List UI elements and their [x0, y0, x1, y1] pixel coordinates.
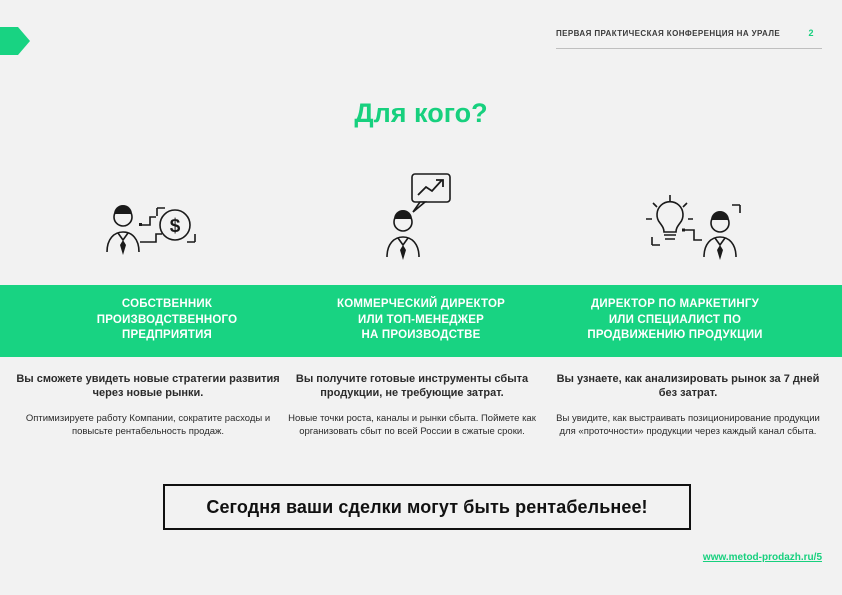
- callout-text: Сегодня ваши сделки могут быть рентабельнее!: [206, 496, 648, 517]
- header-conference-title: ПЕРВАЯ ПРАКТИЧЕСКАЯ КОНФЕРЕНЦИЯ НА УРАЛЕ: [556, 29, 781, 38]
- green-band: [0, 285, 842, 357]
- body-column-commercial-director: [272, 372, 552, 438]
- footer-url-link[interactable]: www.metod-prodazh.ru/5: [702, 552, 822, 563]
- page-number: 2: [808, 28, 814, 38]
- icon-cell-commercial-director: [281, 160, 561, 275]
- band-line: ПРЕДПРИЯТИЯ: [121, 329, 213, 341]
- businessman-with-growth-chart-icon: [376, 170, 466, 275]
- body-subtext: Вы увидите, как выстраивать позиционирование продукции для «проточности» продукции через каждый канал сбыта.: [556, 413, 820, 437]
- green-arrow-tab: [0, 27, 30, 55]
- body-column-owner: [8, 372, 288, 438]
- page-title: Для кого?: [354, 98, 488, 128]
- band-line: ДИРЕКТОР ПО МАРКЕТИНГУ: [591, 298, 759, 310]
- band-line: ПРОИЗВОДСТВЕННОГО: [96, 313, 238, 326]
- band-label-commercial-director: [286, 297, 556, 344]
- band-line: КОММЕРЧЕСКИЙ ДИРЕКТОР: [337, 298, 505, 310]
- band-line: ПРОДВИЖЕНИЮ ПРОДУКЦИИ: [587, 329, 763, 341]
- body-heading: Вы узнаете, как анализировать рынок за 7 дней без затрат.: [556, 373, 820, 399]
- band-line: НА ПРОИЗВОДСТВЕ: [361, 329, 481, 341]
- callout-box: [163, 484, 691, 530]
- businessman-with-money-icon: [99, 190, 209, 275]
- icons-row: [0, 160, 842, 275]
- band-line: ИЛИ СПЕЦИАЛИСТ ПО: [608, 313, 742, 326]
- icon-cell-owner: [14, 160, 294, 275]
- body-heading: Вы сможете увидеть новые стратегии развития через новые рынки.: [16, 373, 280, 399]
- band-label-marketing-director: [540, 297, 810, 344]
- body-subtext: Оптимизируете работу Компании, сократите расходы и повысьте рентабельность продаж.: [25, 413, 271, 437]
- band-line: СОБСТВЕННИК: [121, 298, 213, 310]
- body-subtext: Новые точки роста, каналы и рынки сбыта. Поймете как организовать сбыт по всей России в сжатые сроки.: [288, 413, 536, 437]
- band-line: ИЛИ ТОП-МЕНЕДЖЕР: [358, 313, 484, 326]
- header-divider: [556, 48, 822, 49]
- body-heading: Вы получите готовые инструменты сбыта продукции, не требующие затрат.: [295, 373, 529, 399]
- svg-text:$: $: [169, 216, 181, 237]
- band-label-owner: [32, 297, 302, 344]
- icon-cell-marketing-director: [548, 160, 828, 275]
- businessman-with-idea-bulb-icon: [628, 185, 748, 275]
- body-column-marketing-director: [548, 372, 828, 438]
